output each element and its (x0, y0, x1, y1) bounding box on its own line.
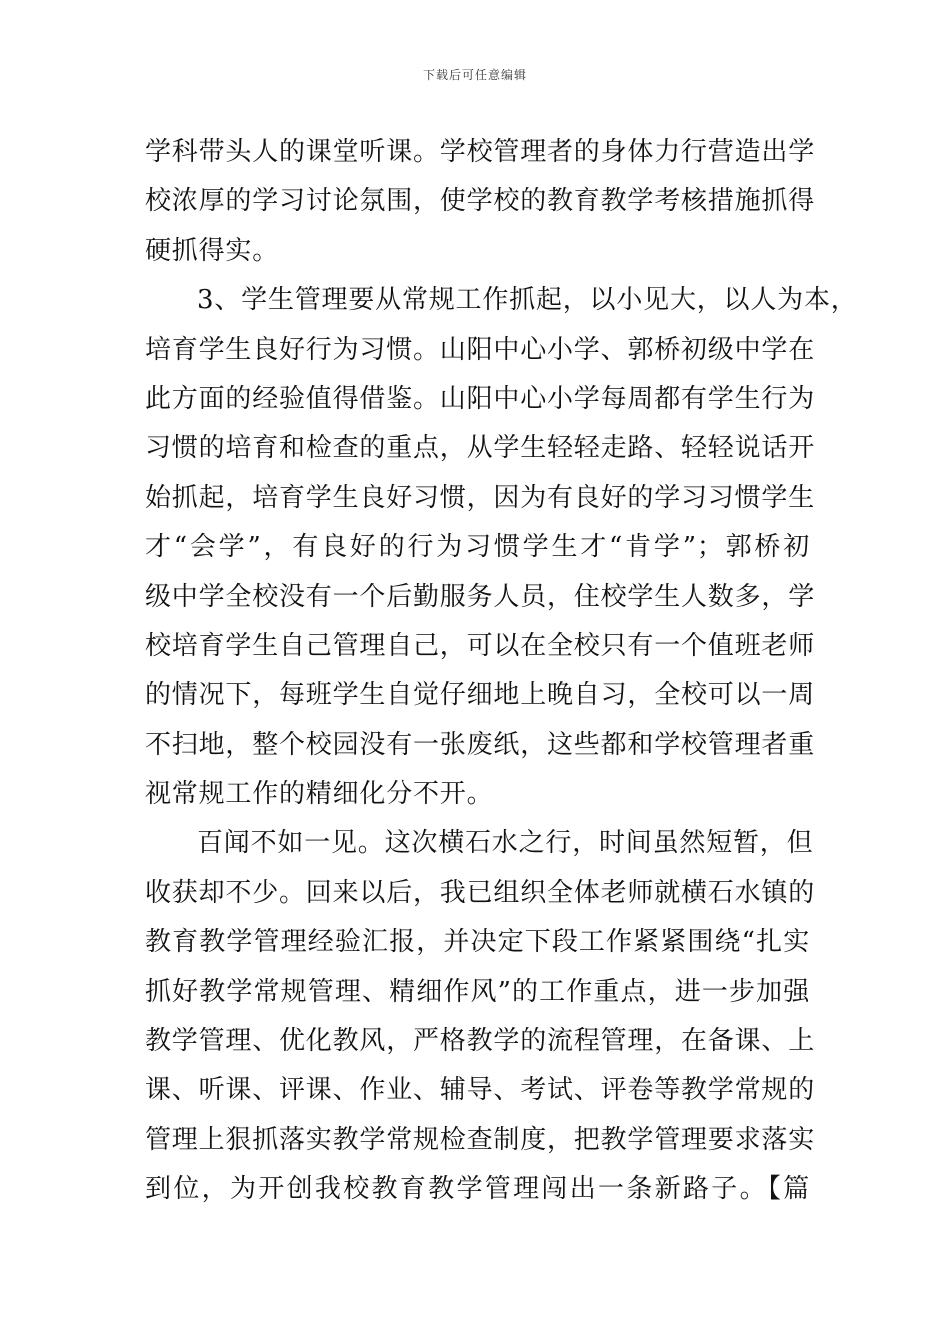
text-line: 课、听课、评课、作业、辅导、考试、评卷等教学常规的 (145, 1075, 816, 1106)
text-line: 始抓起，培育学生良好习惯，因为有良好的学习习惯学生 (145, 482, 816, 513)
text-line: 的情况下，每班学生自觉仔细地上晚自习，全校可以一周 (145, 680, 816, 711)
document-body (145, 128, 858, 1215)
text-line: 学科带头人的课堂听课。学校管理者的身体力行营造出学 (145, 137, 816, 167)
text-line: 收获却不少。回来以后，我已组织全体老师就横石水镇的 (145, 877, 816, 908)
text-line: 管理上狠抓落实教学常规检查制度，把教学管理要求落实 (145, 1124, 816, 1155)
text-line: 校培育学生自己管理自己，可以在全校只有一个值班老师 (145, 630, 816, 661)
text-line: 不扫地，整个校园没有一张废纸，这些都和学校管理者重 (145, 729, 816, 760)
text-line: 硬抓得实。 (145, 235, 280, 266)
text-line: 百闻不如一见。这次横石水之行，时间虽然短暂，但 (197, 828, 814, 859)
text-line: 教育教学管理经验汇报，并决定下段工作紧紧围绕“扎实 (145, 927, 810, 958)
text-line: 到位，为开创我校教育教学管理闯出一条新路子。【篇 (145, 1174, 810, 1205)
text-line: 抓好教学常规管理、精细作风”的工作重点，进一步加强 (145, 976, 810, 1007)
text-line: 教学管理、优化教风，严格教学的流程管理，在备课、上 (145, 1026, 816, 1057)
text-line: 习惯的培育和检查的重点，从学生轻轻走路、轻轻说话开 (145, 433, 816, 464)
text-line: 视常规工作的精细化分不开。 (145, 779, 494, 810)
text-line: 才“会学”，有良好的行为习惯学生才“肯学”；郭桥初 (145, 532, 810, 563)
text-line: 级中学全校没有一个后勤服务人员，住校学生人数多，学 (145, 581, 816, 612)
text-line: 此方面的经验值得借鉴。山阳中心小学每周都有学生行为 (145, 383, 816, 414)
text-line: 培育学生良好行为习惯。山阳中心小学、郭桥初级中学在 (145, 334, 816, 365)
page-header-note: 下载后可任意编辑 (422, 68, 527, 82)
text-line: 校浓厚的学习讨论氛围，使学校的教育教学考核措施抓得 (145, 186, 816, 217)
text-line: 3、学生管理要从常规工作抓起，以小见大，以人为本， (197, 285, 858, 316)
